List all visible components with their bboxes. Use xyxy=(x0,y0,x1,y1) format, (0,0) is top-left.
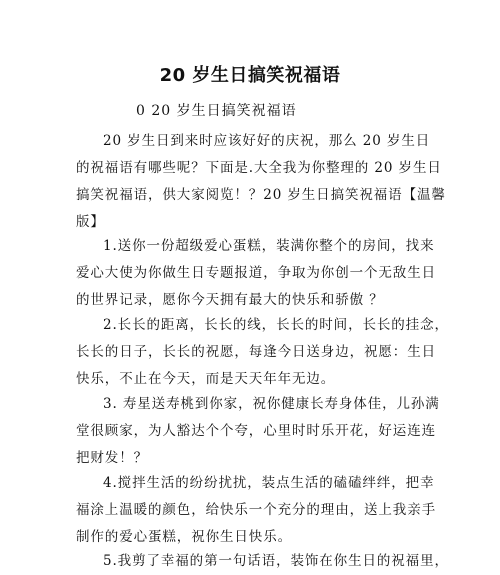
text-line: 4.搅拌生活的纷纷扰扰，装点生活的磕磕绊绊，把幸 xyxy=(103,475,435,491)
paragraph-5 xyxy=(76,548,449,575)
paragraph-2 xyxy=(76,312,449,393)
text-line: 5.我剪了幸福的第一句话语，装饰在你生日的祝福里， xyxy=(103,553,449,569)
text-line: 2.长长的距离，长长的线，长长的时间，长长的挂念， xyxy=(103,317,449,333)
document-subtitle: 0 20 岁生日搞笑祝福语 xyxy=(136,103,297,119)
text-line: 3. 寿星送寿桃到你家，祝你健康长寿身体佳，儿孙满 xyxy=(103,396,440,412)
text-line: 的世界记录，愿你今天拥有最大的快乐和骄傲 ？ xyxy=(76,292,384,308)
text-line: 1.送你一份超级爱心蛋糕，装满你整个的房间，找来 xyxy=(103,238,435,254)
text-line: 快乐，不止在今天，而是天天年年无边。 xyxy=(76,371,336,387)
text-line: 把财发！？ xyxy=(76,450,148,466)
text-line: 的祝福语有哪些呢？下面是.大全我为你整理的 20 岁生日 xyxy=(76,160,442,176)
text-line: 制作的爱心蛋糕，祝你生日快乐。 xyxy=(76,529,292,545)
text-line: 20 岁生日到来时应该好好的庆祝，那么 20 岁生日 xyxy=(103,133,431,149)
intro-paragraph xyxy=(76,128,446,236)
text-line: 版】 xyxy=(76,214,105,230)
text-line: 福涂上温暖的颜色，给快乐一个充分的理由，送上我亲手 xyxy=(76,502,436,518)
text-line: 堂很顾家，为人豁达个个夸，心里时时乐开花，好运连连 xyxy=(76,423,436,439)
document-title: 20 岁生日搞笑祝福语 xyxy=(159,65,341,86)
text-line: 长长的日子，长长的祝愿，每逢今日送身边，祝愿：生日 xyxy=(76,344,436,360)
paragraph-4 xyxy=(76,470,436,551)
paragraph-3 xyxy=(76,391,440,472)
text-line: 搞笑祝福语，供大家阅览！？20 岁生日搞笑祝福语【温馨 xyxy=(76,187,446,203)
paragraph-1 xyxy=(76,233,436,314)
text-line: 爱心大使为你做生日专题报道，争取为你创一个无敌生日 xyxy=(76,265,436,281)
